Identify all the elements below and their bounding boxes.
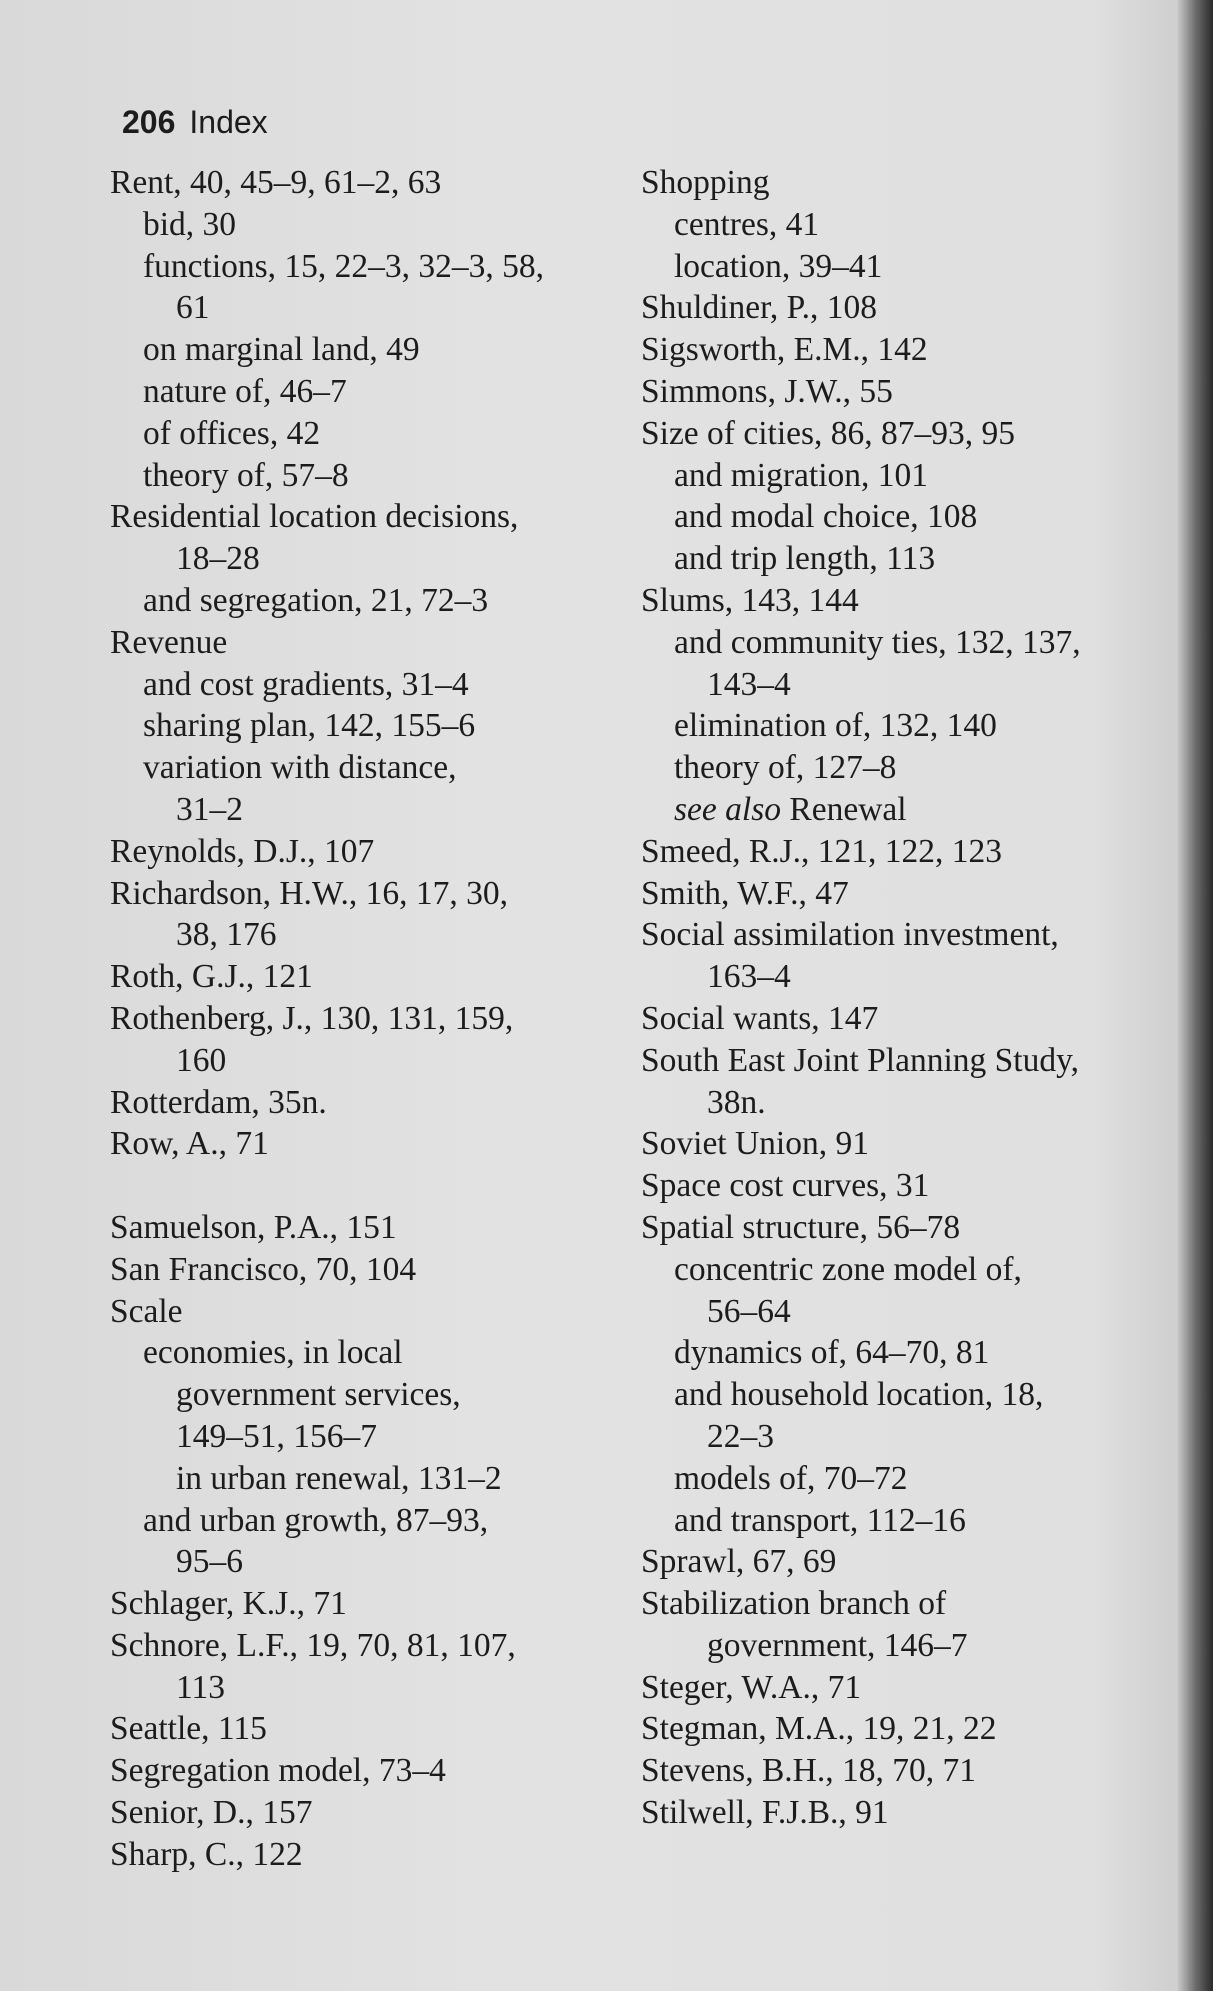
index-continuation	[641, 664, 1127, 706]
section-title: Index	[189, 104, 268, 140]
index-subentry	[641, 1458, 1127, 1500]
entry-text: nature of, 46–7	[143, 372, 347, 410]
entry-text: 61	[176, 289, 210, 327]
cross-reference-label: see also	[674, 790, 781, 828]
entry-text: 18–28	[176, 540, 260, 578]
entry-text: South East Joint Planning Study,	[641, 1041, 1080, 1079]
entry-text: government services,	[176, 1376, 461, 1414]
entry-text: elimination of, 132, 140	[674, 707, 997, 745]
entry-text: 160	[176, 1041, 227, 1079]
index-entry	[641, 1708, 1127, 1750]
entry-text: 31–2	[176, 790, 243, 828]
entry-text: and segregation, 21, 72–3	[143, 581, 489, 619]
entry-text: and modal choice, 108	[674, 498, 978, 536]
entry-text: Shopping	[641, 164, 770, 201]
entry-text: Social wants, 147	[641, 999, 879, 1037]
entry-text: Renewal	[781, 790, 907, 828]
index-entry	[110, 1792, 600, 1834]
running-header	[122, 102, 268, 142]
index-entry	[641, 1123, 1127, 1165]
entry-text: variation with distance,	[143, 749, 457, 787]
index-entry	[641, 873, 1127, 915]
index-subentry	[641, 1249, 1127, 1291]
index-continuation	[110, 1040, 600, 1082]
index-subentry	[641, 1500, 1127, 1542]
entry-text: economies, in local	[143, 1334, 403, 1372]
entry-text: Schnore, L.F., 19, 70, 81, 107,	[110, 1626, 516, 1664]
entry-text: Smeed, R.J., 121, 122, 123	[641, 832, 1003, 870]
index-entry	[641, 1165, 1127, 1207]
index-entry	[641, 1541, 1127, 1583]
index-entry	[110, 1165, 600, 1207]
entry-text: and transport, 112–16	[674, 1501, 966, 1539]
entry-text: functions, 15, 22–3, 32–3, 58,	[143, 247, 545, 285]
entry-text: Row, A., 71	[110, 1125, 269, 1163]
index-entry	[110, 1750, 600, 1792]
index-continuation	[641, 1625, 1127, 1667]
index-subentry	[641, 622, 1127, 664]
index-subentry	[110, 246, 600, 288]
index-subentry	[641, 204, 1127, 246]
index-entry	[641, 1792, 1127, 1834]
entry-text: Spatial structure, 56–78	[641, 1208, 961, 1246]
index-subentry	[641, 789, 1127, 831]
entry-text: Rotterdam, 35n.	[110, 1083, 327, 1121]
index-subentry	[641, 1374, 1127, 1416]
entry-text: in urban renewal, 131–2	[176, 1459, 502, 1497]
entry-text: and cost gradients, 31–4	[143, 665, 469, 703]
entry-text: Senior, D., 157	[110, 1794, 313, 1832]
entry-text: and community ties, 132, 137,	[674, 623, 1081, 661]
index-subentry	[110, 1500, 600, 1542]
index-entry	[641, 831, 1127, 873]
entry-text: Seattle, 115	[110, 1710, 267, 1748]
entry-text: 113	[176, 1668, 226, 1706]
index-subentry	[110, 705, 600, 747]
index-entry	[110, 162, 600, 204]
index-entry	[110, 1708, 600, 1750]
index-entry	[641, 914, 1127, 956]
entry-text: Slums, 143, 144	[641, 581, 859, 619]
entry-text: Space cost curves, 31	[641, 1167, 930, 1205]
index-subentry	[110, 204, 600, 246]
index-entry	[110, 831, 600, 873]
index-subentry	[641, 538, 1127, 580]
entry-text: Roth, G.J., 121	[110, 958, 313, 996]
entry-text: 38n.	[707, 1083, 766, 1121]
index-entry	[641, 287, 1127, 329]
entry-text: bid, 30	[143, 205, 237, 243]
index-continuation	[110, 1667, 600, 1709]
index-entry	[641, 162, 1127, 204]
entry-text: centres, 41	[674, 205, 820, 243]
index-entry	[641, 580, 1127, 622]
index-subentry	[641, 455, 1127, 497]
entry-text: Residential location decisions,	[110, 498, 519, 536]
entry-text: and urban growth, 87–93,	[143, 1501, 489, 1539]
entry-text: Rent, 40, 45–9, 61–2, 63	[110, 164, 442, 201]
entry-text: government, 146–7	[707, 1626, 968, 1664]
entry-text: 38, 176	[176, 916, 277, 954]
entry-text: 95–6	[176, 1543, 243, 1581]
index-entry	[641, 1040, 1127, 1082]
entry-text: 22–3	[707, 1417, 774, 1455]
index-entry	[110, 1082, 600, 1124]
entry-text: theory of, 57–8	[143, 456, 349, 494]
entry-text: 56–64	[707, 1292, 791, 1330]
entry-text: Stabilization branch of	[641, 1585, 947, 1623]
index-subentry	[641, 705, 1127, 747]
entry-text: San Francisco, 70, 104	[110, 1250, 417, 1288]
index-entry	[641, 329, 1127, 371]
index-continuation	[110, 1416, 600, 1458]
entry-text: Smith, W.F., 47	[641, 874, 849, 912]
entry-text: Social assimilation investment,	[641, 916, 1059, 954]
index-column-left	[110, 162, 600, 1876]
index-entry	[110, 1207, 600, 1249]
index-continuation	[110, 1541, 600, 1583]
index-continuation	[110, 789, 600, 831]
index-subentry	[641, 246, 1127, 288]
entry-text: and trip length, 113	[674, 540, 936, 578]
page-number: 206	[122, 104, 176, 140]
entry-text: Rothenberg, J., 130, 131, 159,	[110, 999, 514, 1037]
entry-text: 143–4	[707, 665, 791, 703]
index-continuation	[110, 287, 600, 329]
entry-text: Revenue	[110, 623, 228, 661]
entry-text: theory of, 127–8	[674, 749, 897, 787]
entry-text: models of, 70–72	[674, 1459, 908, 1497]
index-subentry	[641, 496, 1127, 538]
index-entry	[110, 1583, 600, 1625]
index-continuation	[641, 956, 1127, 998]
entry-text: and migration, 101	[674, 456, 928, 494]
index-entry	[110, 622, 600, 664]
index-column-right	[641, 162, 1127, 1834]
entry-text: on marginal land, 49	[143, 331, 420, 369]
entry-text: of offices, 42	[143, 414, 321, 452]
index-entry	[110, 998, 600, 1040]
entry-text: sharing plan, 142, 155–6	[143, 707, 476, 745]
entry-text: Sprawl, 67, 69	[641, 1543, 837, 1581]
index-subentry	[110, 371, 600, 413]
index-continuation	[110, 1458, 600, 1500]
entry-text: Samuelson, P.A., 151	[110, 1208, 397, 1246]
index-entry	[641, 413, 1127, 455]
index-subentry	[110, 413, 600, 455]
index-entry	[110, 1291, 600, 1333]
entry-text: and household location, 18,	[674, 1376, 1044, 1414]
index-continuation	[110, 538, 600, 580]
entry-text: Stevens, B.H., 18, 70, 71	[641, 1752, 976, 1790]
entry-text: Richardson, H.W., 16, 17, 30,	[110, 874, 508, 912]
entry-text: Schlager, K.J., 71	[110, 1585, 347, 1623]
entry-text: Size of cities, 86, 87–93, 95	[641, 414, 1016, 452]
index-continuation	[641, 1291, 1127, 1333]
entry-text: Sharp, C., 122	[110, 1835, 303, 1873]
entry-text: Stilwell, F.J.B., 91	[641, 1794, 889, 1832]
index-entry	[641, 1667, 1127, 1709]
entry-text: 149–51, 156–7	[176, 1417, 377, 1455]
entry-text: Stegman, M.A., 19, 21, 22	[641, 1710, 997, 1748]
index-entry	[641, 998, 1127, 1040]
entry-text: Sigsworth, E.M., 142	[641, 331, 928, 369]
index-entry	[110, 1625, 600, 1667]
entry-text: dynamics of, 64–70, 81	[674, 1334, 990, 1372]
index-subentry	[110, 1332, 600, 1374]
index-entry	[641, 1750, 1127, 1792]
index-entry	[110, 1834, 600, 1876]
index-continuation	[110, 914, 600, 956]
index-entry	[110, 1249, 600, 1291]
entry-text: concentric zone model of,	[674, 1250, 1022, 1288]
entry-text: Soviet Union, 91	[641, 1125, 869, 1163]
index-entry	[110, 873, 600, 915]
index-subentry	[641, 747, 1127, 789]
index-subentry	[110, 664, 600, 706]
index-continuation	[641, 1082, 1127, 1124]
entry-text: Simmons, J.W., 55	[641, 372, 893, 410]
index-entry	[110, 1123, 600, 1165]
entry-text: location, 39–41	[674, 247, 883, 285]
index-subentry	[110, 747, 600, 789]
index-subentry	[110, 329, 600, 371]
index-continuation	[110, 1374, 600, 1416]
index-subentry	[110, 580, 600, 622]
entry-text: 163–4	[707, 958, 791, 996]
index-entry	[641, 1583, 1127, 1625]
entry-text: Reynolds, D.J., 107	[110, 832, 375, 870]
entry-text: Segregation model, 73–4	[110, 1752, 446, 1790]
index-subentry	[110, 455, 600, 497]
index-entry	[641, 1207, 1127, 1249]
index-entry	[110, 496, 600, 538]
entry-text: Steger, W.A., 71	[641, 1668, 862, 1706]
index-subentry	[641, 1332, 1127, 1374]
index-entry	[110, 956, 600, 998]
entry-text: Scale	[110, 1292, 183, 1330]
index-entry	[641, 371, 1127, 413]
index-continuation	[641, 1416, 1127, 1458]
entry-text: Shuldiner, P., 108	[641, 289, 877, 327]
